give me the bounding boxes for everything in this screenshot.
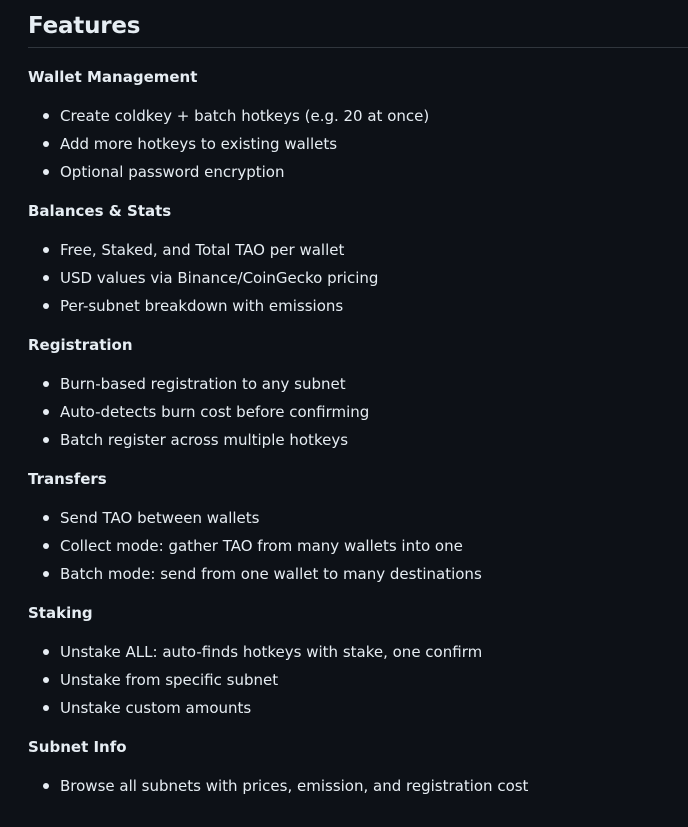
bullet-icon (43, 571, 49, 577)
list-item (28, 504, 688, 532)
list-item (28, 236, 688, 264)
list-item-text: Auto-detects burn cost before confirming (60, 403, 370, 421)
list-item (28, 370, 688, 398)
feature-sections (28, 48, 688, 814)
bullet-icon (43, 169, 49, 175)
list-item-text: Optional password encryption (60, 163, 285, 181)
list-item (28, 426, 688, 454)
list-item (28, 666, 688, 694)
bullet-icon (43, 677, 49, 683)
list-item-text: Unstake from specific subnet (60, 671, 279, 689)
bullet-icon (43, 649, 49, 655)
section-heading-wallet-management: Wallet Management (28, 68, 198, 86)
bullet-icon (43, 303, 49, 309)
page-title: Features (28, 13, 141, 39)
balances-stats-list (28, 222, 688, 334)
list-item (28, 292, 688, 320)
list-item-text: Batch mode: send from one wallet to many destinations (60, 565, 482, 583)
section-heading-registration: Registration (28, 336, 133, 354)
list-item-text: USD values via Binance/CoinGecko pricing (60, 269, 379, 287)
list-item (28, 772, 688, 800)
section-heading-staking: Staking (28, 604, 93, 622)
list-item-text: Create coldkey + batch hotkeys (e.g. 20 at once) (60, 107, 430, 125)
registration-list (28, 356, 688, 468)
transfers-list (28, 490, 688, 602)
bullet-icon (43, 437, 49, 443)
list-item-text: Free, Staked, and Total TAO per wallet (60, 241, 345, 259)
list-item-text: Send TAO between wallets (60, 509, 260, 527)
list-item-text: Browse all subnets with prices, emission, and registration cost (60, 777, 529, 795)
list-item-text: Unstake custom amounts (60, 699, 252, 717)
wallet-management-list (28, 88, 688, 200)
subnet-info-list (28, 758, 688, 814)
list-item (28, 532, 688, 560)
bullet-icon (43, 515, 49, 521)
bullet-icon (43, 783, 49, 789)
list-item-text: Burn-based registration to any subnet (60, 375, 346, 393)
bullet-icon (43, 275, 49, 281)
list-item (28, 130, 688, 158)
bullet-icon (43, 543, 49, 549)
list-item (28, 102, 688, 130)
bullet-icon (43, 247, 49, 253)
bullet-icon (43, 113, 49, 119)
list-item (28, 264, 688, 292)
list-item (28, 560, 688, 588)
bullet-icon (43, 141, 49, 147)
list-item (28, 398, 688, 426)
list-item-text: Unstake ALL: auto-finds hotkeys with stake, one confirm (60, 643, 483, 661)
bullet-icon (43, 381, 49, 387)
list-item (28, 158, 688, 186)
list-item (28, 694, 688, 722)
list-item-text: Add more hotkeys to existing wallets (60, 135, 338, 153)
staking-list (28, 624, 688, 736)
bullet-icon (43, 409, 49, 415)
list-item-text: Per-subnet breakdown with emissions (60, 297, 344, 315)
list-item-text: Collect mode: gather TAO from many wallets into one (60, 537, 463, 555)
section-heading-transfers: Transfers (28, 470, 107, 488)
bullet-icon (43, 705, 49, 711)
section-heading-balances-stats: Balances & Stats (28, 202, 172, 220)
list-item-text: Batch register across multiple hotkeys (60, 431, 349, 449)
list-item (28, 638, 688, 666)
section-heading-subnet-info: Subnet Info (28, 738, 127, 756)
